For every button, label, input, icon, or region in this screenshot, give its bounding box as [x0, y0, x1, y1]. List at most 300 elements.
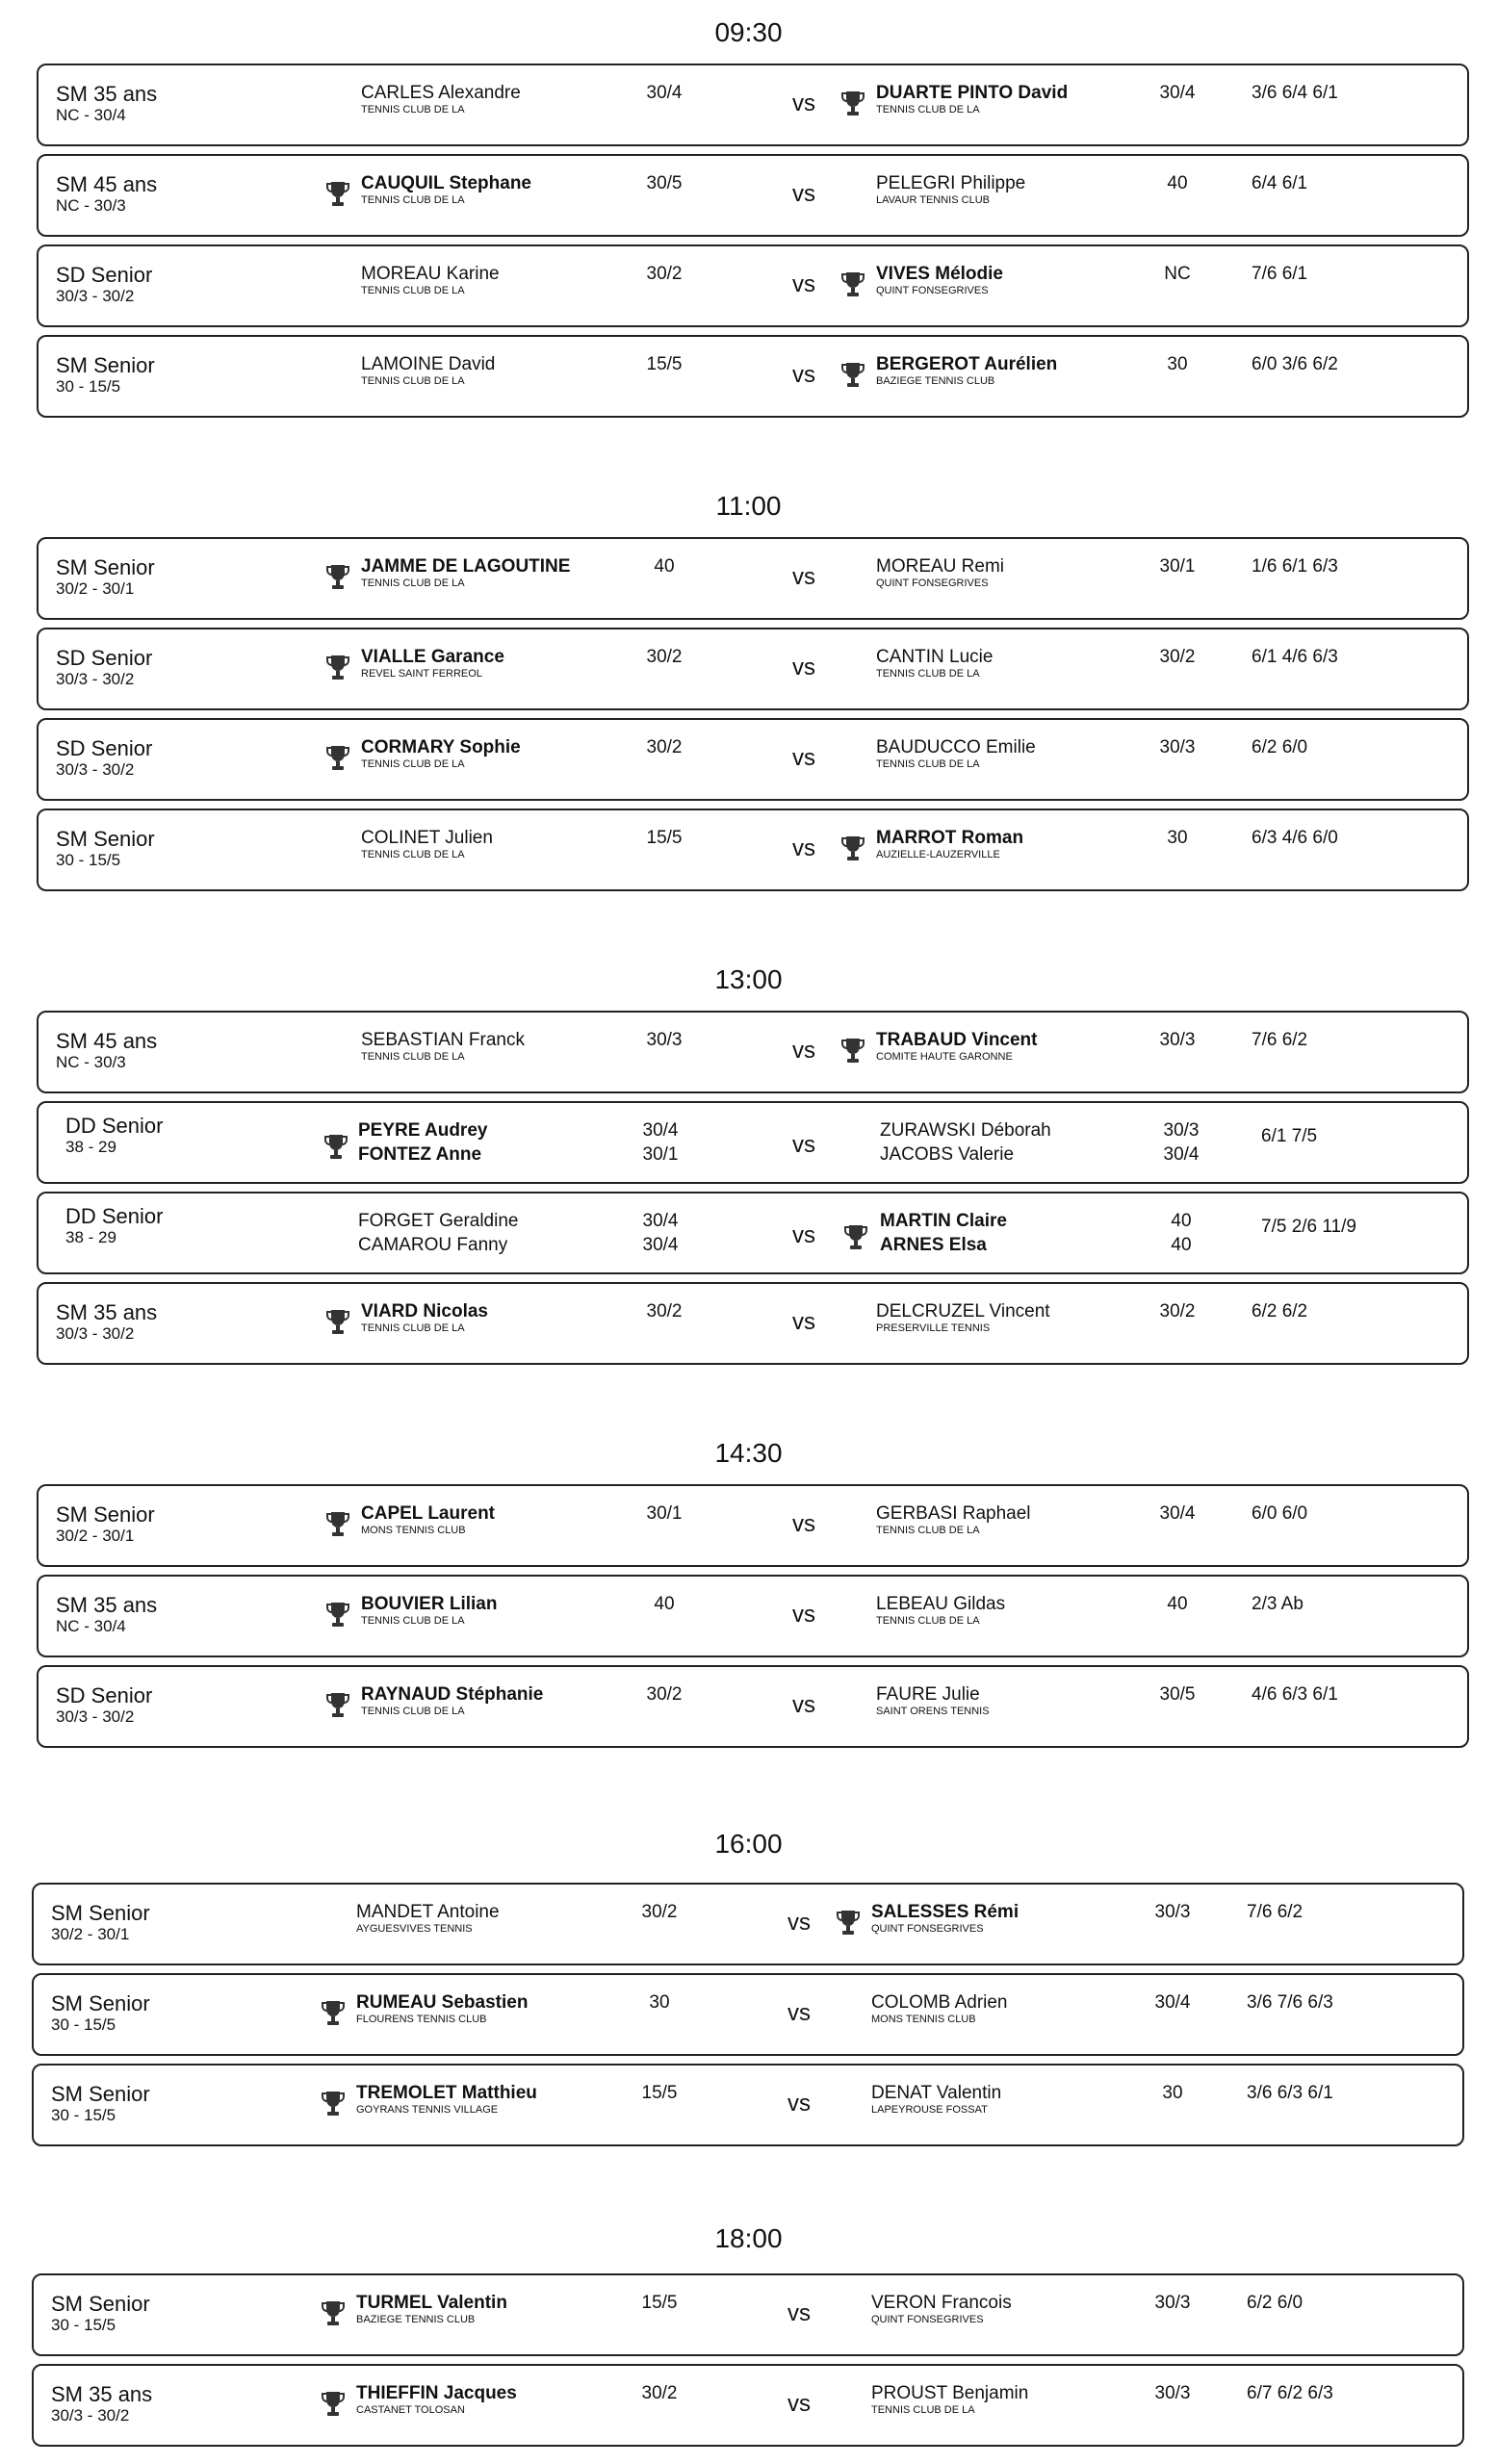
trophy-icon — [325, 1690, 350, 1719]
category-range: 30/3 - 30/2 — [56, 1707, 135, 1726]
trophy-icon — [321, 2298, 346, 2327]
player-left — [356, 2293, 507, 2326]
match-score: 6/1 7/5 — [1261, 1126, 1318, 1146]
match-category — [56, 173, 157, 216]
match-card — [37, 1101, 1469, 1184]
player-right — [876, 173, 1025, 207]
match-score: 4/6 6/3 6/1 — [1252, 1684, 1338, 1705]
trophy-icon — [836, 1908, 861, 1937]
vs-label: vs — [792, 564, 815, 590]
player-club: MONS TENNIS CLUB — [871, 2014, 976, 2025]
player-name: DELCRUZEL Vincent — [876, 1301, 1050, 1322]
player-right — [876, 556, 1004, 590]
player-name: DENAT Valentin — [871, 2083, 1002, 2103]
player-left — [356, 2083, 537, 2117]
match-category — [56, 1301, 157, 1344]
match-card — [32, 2364, 1464, 2447]
match-card — [37, 154, 1469, 237]
player-name: FAURE Julie — [876, 1684, 980, 1705]
player-left — [361, 83, 521, 116]
player-club: QUINT FONSEGRIVES — [871, 2314, 984, 2325]
player-club: TENNIS CLUB DE LA — [871, 2404, 975, 2416]
match-card — [37, 1665, 1469, 1748]
match-card — [37, 64, 1469, 146]
player-left — [361, 1301, 488, 1335]
player-left — [361, 828, 493, 861]
vs-label: vs — [792, 271, 815, 297]
player-rank: 30 — [1167, 354, 1188, 374]
player-name: VIALLE Garance — [361, 647, 504, 667]
player-rank: 40 — [1167, 1594, 1188, 1614]
player-club: SAINT ORENS TENNIS — [876, 1706, 990, 1717]
player-right — [876, 1684, 990, 1718]
category-name: SM Senior — [56, 555, 155, 579]
category-range: 30/3 - 30/2 — [56, 287, 135, 305]
trophy-icon — [840, 89, 865, 117]
match-score: 6/0 3/6 6/2 — [1252, 354, 1338, 374]
player-rank: 40 — [654, 1594, 675, 1614]
player-club: TENNIS CLUB DE LA — [361, 578, 465, 589]
match-category — [56, 264, 152, 306]
category-range: 30/3 - 30/2 — [56, 1324, 135, 1343]
player-right — [876, 828, 1023, 861]
category-range: 30/2 - 30/1 — [51, 1925, 130, 1943]
time-slot-title: 14:30 — [714, 1438, 783, 1468]
player-name: GERBASI Raphael — [876, 1503, 1031, 1524]
player-name: VIVES Mélodie — [876, 264, 1003, 284]
category-name: SM Senior — [51, 2082, 150, 2106]
player-name: COLOMB Adrien — [871, 1992, 1008, 2013]
match-category — [56, 828, 155, 870]
player-rank: 30/4 — [1163, 1144, 1200, 1165]
vs-label: vs — [792, 90, 815, 116]
match-card — [37, 628, 1469, 710]
player-left — [361, 1684, 543, 1718]
match-category — [51, 2383, 152, 2426]
player-name: CORMARY Sophie — [361, 737, 521, 757]
match-category — [65, 1205, 163, 1247]
player-rank: 30/5 — [646, 173, 683, 193]
vs-label: vs — [792, 745, 815, 771]
player-name: MARTIN Claire — [880, 1211, 1007, 1231]
player-name: PELEGRI Philippe — [876, 173, 1026, 193]
player-rank: 30/2 — [646, 1301, 683, 1322]
player-club: TENNIS CLUB DE LA — [361, 1322, 465, 1334]
vs-label: vs — [787, 2091, 811, 2117]
vs-label: vs — [792, 1692, 815, 1718]
player-right — [876, 737, 1036, 771]
match-score: 3/6 6/3 6/1 — [1247, 2083, 1333, 2103]
player-club: TENNIS CLUB DE LA — [361, 285, 465, 296]
time-slot-title: 18:00 — [714, 2223, 783, 2253]
match-score: 6/2 6/0 — [1247, 2293, 1303, 2313]
player-club: LAVAUR TENNIS CLUB — [876, 194, 990, 206]
player-left — [358, 1118, 487, 1167]
player-right — [871, 2083, 1001, 2117]
player-name: VIARD Nicolas — [361, 1301, 488, 1322]
player-rank: 40 — [1167, 173, 1188, 193]
match-score: 7/5 2/6 11/9 — [1261, 1217, 1356, 1237]
player-rank: 30 — [1167, 828, 1188, 848]
category-name: SD Senior — [56, 736, 153, 760]
player-rank: 30/2 — [1159, 1301, 1196, 1322]
player-left — [361, 1503, 495, 1537]
match-category — [56, 737, 152, 780]
category-name: SM Senior — [51, 1901, 150, 1925]
player-left — [358, 1209, 518, 1257]
player-club: TENNIS CLUB DE LA — [361, 1051, 465, 1063]
player-club: TENNIS CLUB DE LA — [361, 758, 465, 770]
category-name: SM 45 ans — [56, 172, 158, 196]
match-category — [56, 1684, 152, 1727]
match-card — [37, 1011, 1469, 1093]
category-range: 30/3 - 30/2 — [56, 760, 135, 779]
category-range: NC - 30/3 — [56, 196, 126, 215]
player-club: MONS TENNIS CLUB — [361, 1525, 466, 1536]
match-card — [37, 244, 1469, 327]
match-category — [56, 647, 152, 689]
player-rank: 30/4 — [1159, 83, 1196, 103]
player-left — [361, 354, 495, 388]
player-right — [876, 1301, 1050, 1335]
player-rank: 40 — [1171, 1211, 1192, 1231]
player-club: CASTANET TOLOSAN — [356, 2404, 465, 2416]
player-right — [880, 1118, 1051, 1167]
player-rank: 30/1 — [642, 1144, 679, 1165]
player-name: CAPEL Laurent — [361, 1503, 496, 1524]
match-card — [37, 1484, 1469, 1567]
vs-label: vs — [792, 1038, 815, 1064]
match-category — [65, 1115, 163, 1157]
match-score: 3/6 7/6 6/3 — [1247, 1992, 1333, 2013]
player-club: TENNIS CLUB DE LA — [361, 849, 465, 860]
player-right — [871, 2383, 1028, 2417]
vs-label: vs — [792, 1511, 815, 1537]
match-score: 6/2 6/2 — [1252, 1301, 1308, 1322]
player-name: RAYNAUD Stéphanie — [361, 1684, 544, 1705]
player-left — [361, 173, 531, 207]
player-rank: 30/3 — [1159, 737, 1196, 757]
player-name: COLINET Julien — [361, 828, 493, 848]
player-rank: 30/3 — [1154, 2383, 1191, 2403]
match-category — [51, 1992, 150, 2035]
category-name: SM Senior — [51, 2292, 150, 2316]
category-range: 38 - 29 — [65, 1138, 116, 1156]
player-rank: 30/1 — [646, 1503, 683, 1524]
player-rank: 30/2 — [641, 2383, 678, 2403]
player-rank: 40 — [654, 556, 675, 577]
player-name: BERGEROT Aurélien — [876, 354, 1058, 374]
category-name: SD Senior — [56, 646, 153, 670]
player-name: MARROT Roman — [876, 828, 1024, 848]
player-name: ZURAWSKI Déborah — [880, 1120, 1051, 1141]
player-rank: 40 — [1171, 1235, 1192, 1255]
player-rank: 30/4 — [646, 83, 683, 103]
player-name: FONTEZ Anne — [358, 1144, 482, 1165]
match-card — [37, 1575, 1469, 1657]
match-category — [56, 1030, 157, 1072]
player-rank: 30/1 — [1159, 556, 1196, 577]
player-right — [871, 1992, 1008, 2026]
category-range: 30 - 15/5 — [51, 2106, 116, 2124]
player-name: THIEFFIN Jacques — [356, 2383, 517, 2403]
category-range: 30/2 - 30/1 — [56, 579, 135, 598]
player-name: PEYRE Audrey — [358, 1120, 488, 1141]
player-club: AUZIELLE-LAUZERVILLE — [876, 849, 1000, 860]
match-card — [37, 808, 1469, 891]
time-slot-title: 13:00 — [714, 964, 783, 994]
player-right — [876, 354, 1057, 388]
player-left — [356, 1902, 500, 1936]
category-range: 30 - 15/5 — [56, 377, 121, 396]
match-card — [37, 537, 1469, 620]
player-club: REVEL SAINT FERREOL — [361, 668, 482, 680]
match-card — [32, 2273, 1464, 2356]
match-card — [32, 2064, 1464, 2146]
trophy-icon — [325, 743, 350, 772]
player-left — [361, 647, 504, 680]
player-name: RUMEAU Sebastien — [356, 1992, 529, 2013]
match-card — [32, 1883, 1464, 1965]
player-right — [876, 1503, 1031, 1537]
vs-label: vs — [787, 2000, 811, 2026]
player-rank: 15/5 — [641, 2083, 678, 2103]
player-club: FLOURENS TENNIS CLUB — [356, 2014, 487, 2025]
trophy-icon — [843, 1222, 868, 1251]
player-name: CANTIN Lucie — [876, 647, 994, 667]
match-score: 6/4 6/1 — [1252, 173, 1308, 193]
player-right — [871, 1902, 1019, 1936]
player-name: LEBEAU Gildas — [876, 1594, 1006, 1614]
player-name: CAMAROU Fanny — [358, 1235, 508, 1255]
category-name: DD Senior — [65, 1114, 164, 1138]
player-rank: 15/5 — [646, 354, 683, 374]
match-category — [56, 1503, 155, 1546]
player-club: COMITE HAUTE GARONNE — [876, 1051, 1013, 1063]
player-club: TENNIS CLUB DE LA — [361, 375, 465, 387]
player-rank: 30/4 — [642, 1211, 679, 1231]
trophy-icon — [321, 1998, 346, 2027]
category-name: SM 35 ans — [56, 1300, 158, 1324]
match-score: 7/6 6/2 — [1247, 1902, 1303, 1922]
time-slot-title: 09:30 — [714, 17, 783, 47]
trophy-icon — [840, 834, 865, 862]
category-name: SM Senior — [56, 827, 155, 851]
trophy-icon — [325, 1600, 350, 1629]
player-right — [880, 1209, 1007, 1257]
category-range: 38 - 29 — [65, 1228, 116, 1246]
rank-right — [1143, 1118, 1220, 1167]
trophy-icon — [840, 360, 865, 389]
category-range: 30/3 - 30/2 — [56, 670, 135, 688]
trophy-icon — [323, 1132, 348, 1161]
category-name: SM Senior — [56, 353, 155, 377]
player-club: BAZIEGE TENNIS CLUB — [876, 375, 995, 387]
player-club: LAPEYROUSE FOSSAT — [871, 2104, 988, 2116]
category-name: DD Senior — [65, 1204, 164, 1228]
player-name: JACOBS Valerie — [880, 1144, 1015, 1165]
player-club: AYGUESVIVES TENNIS — [356, 1923, 473, 1935]
category-name: SD Senior — [56, 1683, 153, 1707]
player-name: DUARTE PINTO David — [876, 83, 1069, 103]
player-club: TENNIS CLUB DE LA — [876, 758, 980, 770]
player-left — [361, 264, 500, 297]
time-slot-title: 11:00 — [715, 491, 782, 521]
player-name: VERON Francois — [871, 2293, 1012, 2313]
player-name: BOUVIER Lilian — [361, 1594, 498, 1614]
match-category — [56, 83, 157, 125]
category-name: SM 35 ans — [56, 82, 158, 106]
trophy-icon — [325, 562, 350, 591]
match-category — [51, 1902, 150, 1944]
player-rank: 30 — [649, 1992, 670, 2013]
player-left — [361, 1594, 497, 1628]
match-score: 7/6 6/2 — [1252, 1030, 1308, 1050]
player-rank: 30/2 — [646, 737, 683, 757]
player-name: TREMOLET Matthieu — [356, 2083, 537, 2103]
player-name: SALESSES Rémi — [871, 1902, 1020, 1922]
player-rank: 30/2 — [641, 1902, 678, 1922]
player-right — [871, 2293, 1012, 2326]
rank-left — [622, 1118, 699, 1167]
player-rank: 30/4 — [1154, 1992, 1191, 2013]
trophy-icon — [840, 270, 865, 298]
match-score: 6/0 6/0 — [1252, 1503, 1308, 1524]
player-name: PROUST Benjamin — [871, 2383, 1029, 2403]
match-card — [37, 718, 1469, 801]
player-rank: 30/2 — [1159, 647, 1196, 667]
category-range: 30 - 15/5 — [51, 2015, 116, 2034]
player-right — [876, 83, 1068, 116]
player-rank: 30/2 — [646, 1684, 683, 1705]
vs-label: vs — [792, 181, 815, 207]
match-score: 7/6 6/1 — [1252, 264, 1308, 284]
vs-label: vs — [792, 1222, 815, 1248]
player-club: BAZIEGE TENNIS CLUB — [356, 2314, 476, 2325]
player-name: CARLES Alexandre — [361, 83, 521, 103]
player-rank: 30/3 — [1154, 1902, 1191, 1922]
vs-label: vs — [792, 362, 815, 388]
player-club: QUINT FONSEGRIVES — [876, 285, 989, 296]
match-category — [51, 2083, 150, 2125]
player-name: SEBASTIAN Franck — [361, 1030, 525, 1050]
player-left — [356, 1992, 528, 2026]
player-club: TENNIS CLUB DE LA — [361, 1615, 465, 1627]
player-rank: 30/3 — [646, 1030, 683, 1050]
match-score: 2/3 Ab — [1252, 1594, 1303, 1614]
player-rank: 30/3 — [1163, 1120, 1200, 1141]
player-name: CAUQUIL Stephane — [361, 173, 532, 193]
player-name: MOREAU Remi — [876, 556, 1005, 577]
match-card — [37, 1192, 1469, 1274]
vs-label: vs — [787, 2300, 811, 2326]
trophy-icon — [325, 1509, 350, 1538]
player-rank: 30/4 — [642, 1120, 679, 1141]
player-club: TENNIS CLUB DE LA — [876, 1525, 980, 1536]
trophy-icon — [325, 1307, 350, 1336]
player-name: FORGET Geraldine — [358, 1211, 519, 1231]
player-rank: 30/5 — [1159, 1684, 1196, 1705]
category-range: 30 - 15/5 — [56, 851, 121, 869]
match-score: 6/7 6/2 6/3 — [1247, 2383, 1333, 2403]
vs-label: vs — [787, 2391, 811, 2417]
match-score: 6/1 4/6 6/3 — [1252, 647, 1338, 667]
player-rank: 30/3 — [1159, 1030, 1196, 1050]
player-club: TENNIS CLUB DE LA — [876, 668, 980, 680]
player-rank: 30/2 — [646, 647, 683, 667]
player-club: GOYRANS TENNIS VILLAGE — [356, 2104, 499, 2116]
category-range: 30/3 - 30/2 — [51, 2406, 130, 2425]
match-score: 6/2 6/0 — [1252, 737, 1308, 757]
match-score: 1/6 6/1 6/3 — [1252, 556, 1338, 577]
player-name: MOREAU Karine — [361, 264, 500, 284]
player-name: MANDET Antoine — [356, 1902, 500, 1922]
category-name: SM Senior — [51, 1991, 150, 2015]
trophy-icon — [325, 179, 350, 208]
category-name: SM 45 ans — [56, 1029, 158, 1053]
player-left — [356, 2383, 517, 2417]
vs-label: vs — [792, 1132, 815, 1158]
player-rank: 15/5 — [646, 828, 683, 848]
player-club: QUINT FONSEGRIVES — [871, 1923, 984, 1935]
player-club: TENNIS CLUB DE LA — [361, 1706, 465, 1717]
vs-label: vs — [787, 1910, 811, 1936]
trophy-icon — [325, 653, 350, 681]
player-name: JAMME DE LAGOUTINE — [361, 556, 571, 577]
player-club: QUINT FONSEGRIVES — [876, 578, 989, 589]
player-left — [361, 556, 570, 590]
player-club: PRESERVILLE TENNIS — [876, 1322, 991, 1334]
player-rank: 30 — [1162, 2083, 1183, 2103]
category-range: NC - 30/3 — [56, 1053, 126, 1071]
player-name: TURMEL Valentin — [356, 2293, 507, 2313]
player-name: TRABAUD Vincent — [876, 1030, 1038, 1050]
match-card — [32, 1973, 1464, 2056]
vs-label: vs — [792, 1602, 815, 1628]
rank-right — [1143, 1209, 1220, 1257]
category-name: SM Senior — [56, 1502, 155, 1527]
player-rank: 30/2 — [646, 264, 683, 284]
match-score: 3/6 6/4 6/1 — [1252, 83, 1338, 103]
player-right — [876, 264, 1003, 297]
player-club: TENNIS CLUB DE LA — [361, 104, 465, 116]
player-rank: 15/5 — [641, 2293, 678, 2313]
category-range: 30 - 15/5 — [51, 2316, 116, 2334]
player-rank: NC — [1164, 264, 1191, 284]
vs-label: vs — [792, 835, 815, 861]
player-name: BAUDUCCO Emilie — [876, 737, 1036, 757]
trophy-icon — [321, 2089, 346, 2118]
player-name: LAMOINE David — [361, 354, 496, 374]
player-right — [876, 647, 993, 680]
trophy-icon — [321, 2389, 346, 2418]
player-left — [361, 1030, 525, 1064]
player-rank: 30/3 — [1154, 2293, 1191, 2313]
player-club: TENNIS CLUB DE LA — [876, 104, 980, 116]
vs-label: vs — [792, 654, 815, 680]
match-card — [37, 335, 1469, 418]
match-category — [56, 354, 155, 397]
category-range: 30/2 - 30/1 — [56, 1527, 135, 1545]
match-score: 6/3 4/6 6/0 — [1252, 828, 1338, 848]
category-name: SM 35 ans — [51, 2382, 153, 2406]
player-club: TENNIS CLUB DE LA — [361, 194, 465, 206]
player-left — [361, 737, 521, 771]
category-range: NC - 30/4 — [56, 106, 126, 124]
player-right — [876, 1030, 1038, 1064]
category-name: SD Senior — [56, 263, 153, 287]
time-slot-title: 16:00 — [714, 1829, 783, 1859]
